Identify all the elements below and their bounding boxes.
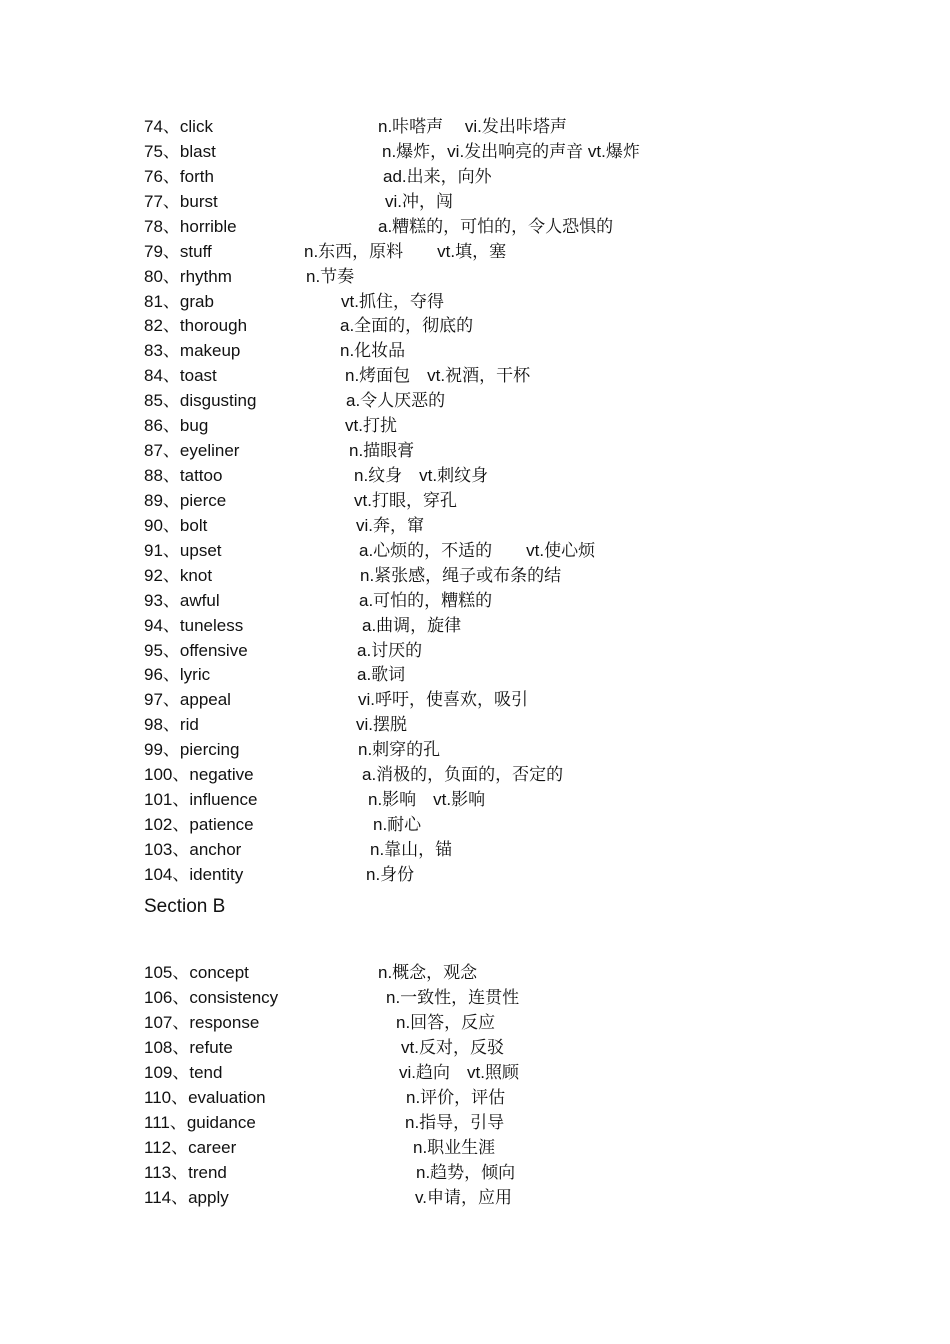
vocab-definition: vi.摆脱 — [356, 715, 407, 735]
vocab-definition: vt.反对，反驳 — [401, 1038, 504, 1057]
vocab-definition: n.描眼膏 — [349, 441, 415, 461]
vocab-definition: a.讨厌的 — [357, 640, 423, 660]
vocab-definition: n.紧张感，绳子或布条的结 — [360, 565, 562, 585]
vocab-word: 84、toast — [144, 366, 217, 386]
vocab-definition: ad.出来，向外 — [383, 166, 492, 186]
vocab-definition: v.申请，应用 — [415, 1188, 512, 1207]
vocab-word: 80、rhythm — [144, 266, 232, 286]
vocab-definition: n.东西，原料 vt.填，塞 — [304, 241, 507, 261]
vocab-definition: a.歌词 — [357, 665, 406, 685]
vocab-word: 114、apply — [144, 1188, 229, 1207]
vocab-word: 81、grab — [144, 291, 214, 311]
vocab-word: 86、bug — [144, 416, 209, 436]
vocab-word: 96、lyric — [144, 665, 211, 685]
vocab-word: 105、concept — [144, 963, 249, 982]
vocab-definition: vt.抓住，夺得 — [341, 291, 444, 311]
vocab-word: 106、consistency — [144, 988, 279, 1007]
vocab-word: 112、career — [144, 1138, 237, 1157]
vocab-word: 76、forth — [144, 166, 214, 186]
vocab-word: 85、disgusting — [144, 391, 257, 411]
vocab-word: 77、burst — [144, 191, 218, 211]
vocab-definition: vi.趋向 vt.照顾 — [399, 1063, 519, 1082]
vocab-definition: a.糟糕的，可怕的，令人恐惧的 — [378, 216, 614, 236]
vocab-definition: n.节奏 — [306, 266, 355, 286]
vocab-definition: n.评价，评估 — [406, 1088, 506, 1107]
vocab-word: 98、rid — [144, 715, 199, 735]
vocab-word: 104、identity — [144, 864, 244, 884]
vocab-word: 74、click — [144, 117, 213, 136]
vocab-word: 89、pierce — [144, 490, 227, 510]
vocab-word: 113、trend — [144, 1163, 227, 1182]
vocab-word: 90、bolt — [144, 515, 208, 535]
vocab-definition: n.指导，引导 — [405, 1113, 505, 1132]
vocab-definition: n.回答，反应 — [396, 1013, 496, 1032]
vocab-word: 99、piercing — [144, 740, 240, 760]
vocab-definition: a.消极的，负面的，否定的 — [362, 765, 564, 785]
vocab-word: 92、knot — [144, 565, 213, 585]
vocab-definition: vt.打扰 — [345, 416, 397, 436]
vocab-definition: a.曲调，旋律 — [362, 615, 462, 635]
vocab-definition: n.爆炸，vi.发出响亮的声音 vt.爆炸 — [382, 141, 640, 161]
vocab-word: 102、patience — [144, 815, 254, 835]
vocab-definition: n.影响 vt.影响 — [368, 790, 486, 810]
vocab-word: 109、tend — [144, 1063, 223, 1082]
vocab-word: 97、appeal — [144, 690, 231, 710]
vocab-definition: n.职业生涯 — [413, 1138, 496, 1157]
section-title: Section B — [144, 896, 226, 917]
vocab-word: 79、stuff — [144, 241, 212, 261]
vocab-word: 110、evaluation — [144, 1088, 266, 1107]
vocab-definition: vi.奔，窜 — [356, 515, 424, 535]
vocab-word: 91、upset — [144, 540, 222, 560]
vocab-definition: n.趋势，倾向 — [416, 1163, 516, 1182]
vocab-word: 107、response — [144, 1013, 260, 1032]
vocab-word: 108、refute — [144, 1038, 233, 1057]
vocab-definition: n.一致性，连贯性 — [386, 988, 520, 1007]
vocab-definition: vi.冲，闯 — [385, 191, 453, 211]
vocab-definition: n.化妆品 — [340, 341, 406, 361]
vocab-word: 93、awful — [144, 590, 220, 610]
vocab-definition: vt.打眼，穿孔 — [354, 490, 457, 510]
vocab-word: 103、anchor — [144, 839, 242, 859]
vocab-definition: vi.呼吁，使喜欢，吸引 — [358, 690, 528, 710]
vocab-definition: n.靠山，锚 — [370, 839, 453, 859]
vocab-definition: n.咔嗒声 vi.发出咔塔声 — [378, 117, 567, 136]
vocab-definition: a.可怕的，糟糕的 — [359, 590, 493, 610]
vocab-definition: n.身份 — [366, 864, 415, 884]
vocab-definition: n.纹身 vt.刺纹身 — [354, 466, 489, 486]
vocab-word: 88、tattoo — [144, 466, 223, 486]
vocab-word: 100、negative — [144, 765, 254, 785]
vocab-definition: a.令人厌恶的 — [346, 391, 446, 411]
vocab-definition: n.烤面包 vt.祝酒，干杯 — [345, 366, 531, 386]
vocab-word: 75、blast — [144, 141, 216, 161]
vocab-word: 82、thorough — [144, 316, 248, 336]
vocab-definition: a.心烦的，不适的 vt.使心烦 — [359, 540, 596, 560]
vocab-definition: a.全面的，彻底的 — [340, 316, 474, 336]
vocab-definition: n.耐心 — [373, 815, 422, 835]
vocab-definition: n.刺穿的孔 — [358, 740, 441, 760]
vocab-word: 95、offensive — [144, 640, 248, 660]
vocab-definition: n.概念，观念 — [378, 963, 478, 982]
vocab-word: 78、horrible — [144, 216, 237, 236]
vocab-word: 94、tuneless — [144, 615, 244, 635]
vocab-word: 87、eyeliner — [144, 441, 240, 461]
vocab-word: 83、makeup — [144, 341, 241, 361]
vocab-word: 101、influence — [144, 790, 258, 810]
vocab-word: 111、guidance — [144, 1113, 256, 1132]
